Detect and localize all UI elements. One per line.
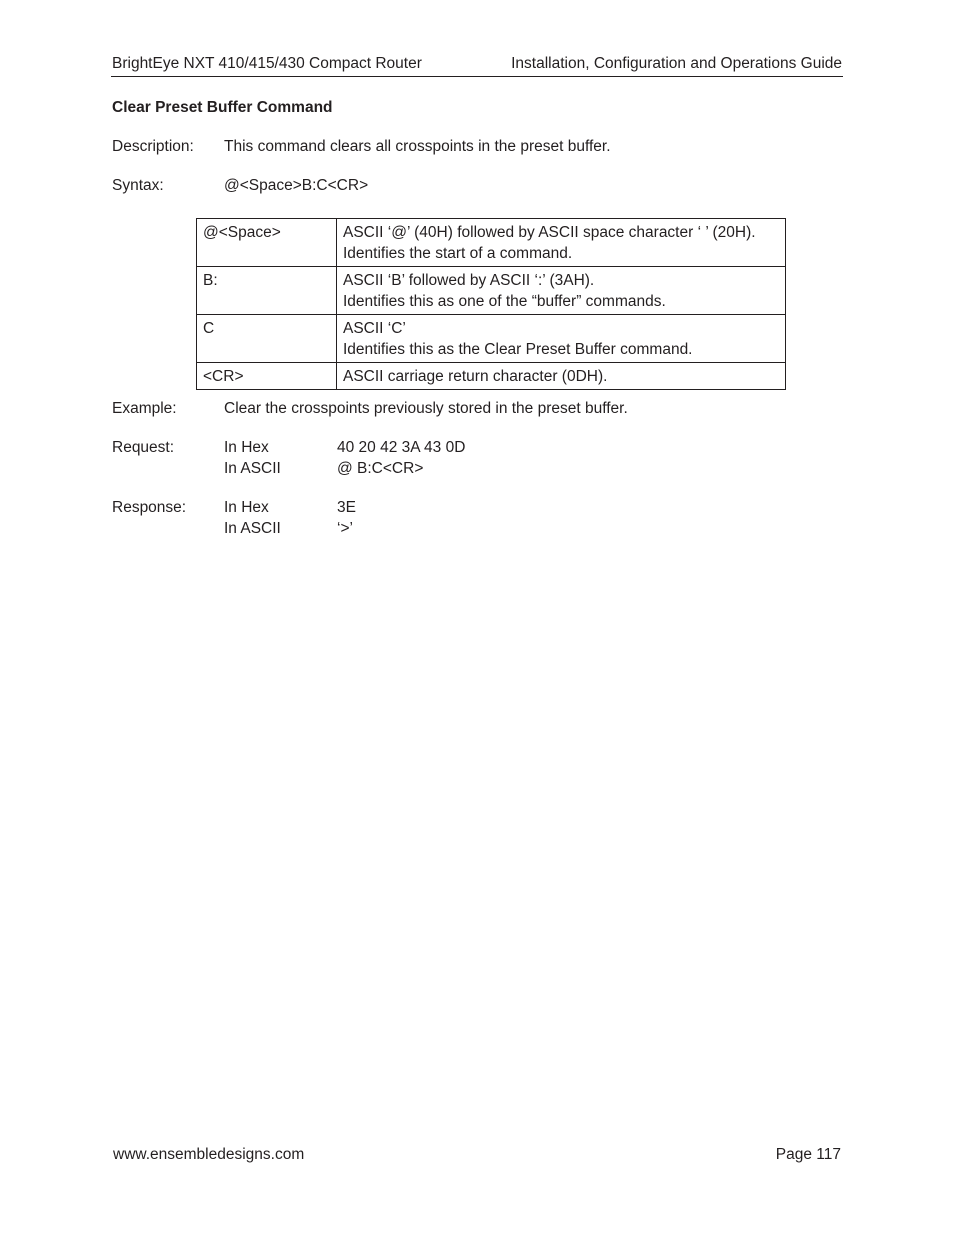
table-cell-line: ASCII ‘C’ (343, 320, 406, 337)
syntax-label: Syntax: (112, 177, 164, 194)
request-label: Request: (112, 439, 175, 456)
header-product-title: BrightEye NXT 410/415/430 Compact Router (112, 55, 422, 72)
table-cell-line: ASCII carriage return character (0DH). (343, 368, 608, 385)
footer-website: www.ensembledesigns.com (113, 1146, 305, 1163)
table-cell-key: @<Space> (197, 219, 337, 267)
request-hex-label: In Hex (224, 439, 269, 456)
table-cell-line: Identifies the start of a command. (343, 245, 573, 262)
table-row (197, 267, 786, 315)
example-text: Clear the crosspoints previously stored in the preset buffer. (224, 400, 628, 417)
request-ascii-label: In ASCII (224, 460, 281, 477)
description-text: This command clears all crosspoints in the preset buffer. (224, 138, 611, 155)
response-ascii-value: ‘>’ (337, 520, 353, 537)
syntax-text: @<Space>B:C<CR> (224, 177, 369, 194)
syntax-table (196, 218, 786, 390)
table-row (197, 315, 786, 363)
table-cell-line: ASCII ‘B’ followed by ASCII ‘:’ (3AH). (343, 272, 595, 289)
table-cell-description (337, 267, 786, 315)
table-cell-description (337, 363, 786, 390)
table-cell-line: Identifies this as one of the “buffer” commands. (343, 293, 666, 310)
table-cell-key: B: (197, 267, 337, 315)
request-ascii-value: @ B:C<CR> (337, 460, 424, 477)
table-cell-description (337, 315, 786, 363)
response-ascii-label: In ASCII (224, 520, 281, 537)
table-cell-line: Identifies this as the Clear Preset Buffer command. (343, 341, 693, 358)
table-cell-key: <CR> (197, 363, 337, 390)
table-cell-description (337, 219, 786, 267)
table-row (197, 363, 786, 390)
table-cell-line: ASCII ‘@’ (40H) followed by ASCII space character ‘ ’ (20H). (343, 224, 756, 241)
request-hex-value: 40 20 42 3A 43 0D (337, 439, 466, 456)
response-hex-label: In Hex (224, 499, 269, 516)
response-label: Response: (112, 499, 187, 516)
section-title: Clear Preset Buffer Command (112, 99, 333, 116)
header-guide-title: Installation, Configuration and Operations Guide (511, 55, 842, 72)
table-row (197, 219, 786, 267)
description-label: Description: (112, 138, 194, 155)
example-label: Example: (112, 400, 177, 417)
table-cell-key: C (197, 315, 337, 363)
response-hex-value: 3E (337, 499, 356, 516)
header-divider (111, 76, 843, 77)
footer-page-number: Page 117 (775, 1146, 841, 1163)
